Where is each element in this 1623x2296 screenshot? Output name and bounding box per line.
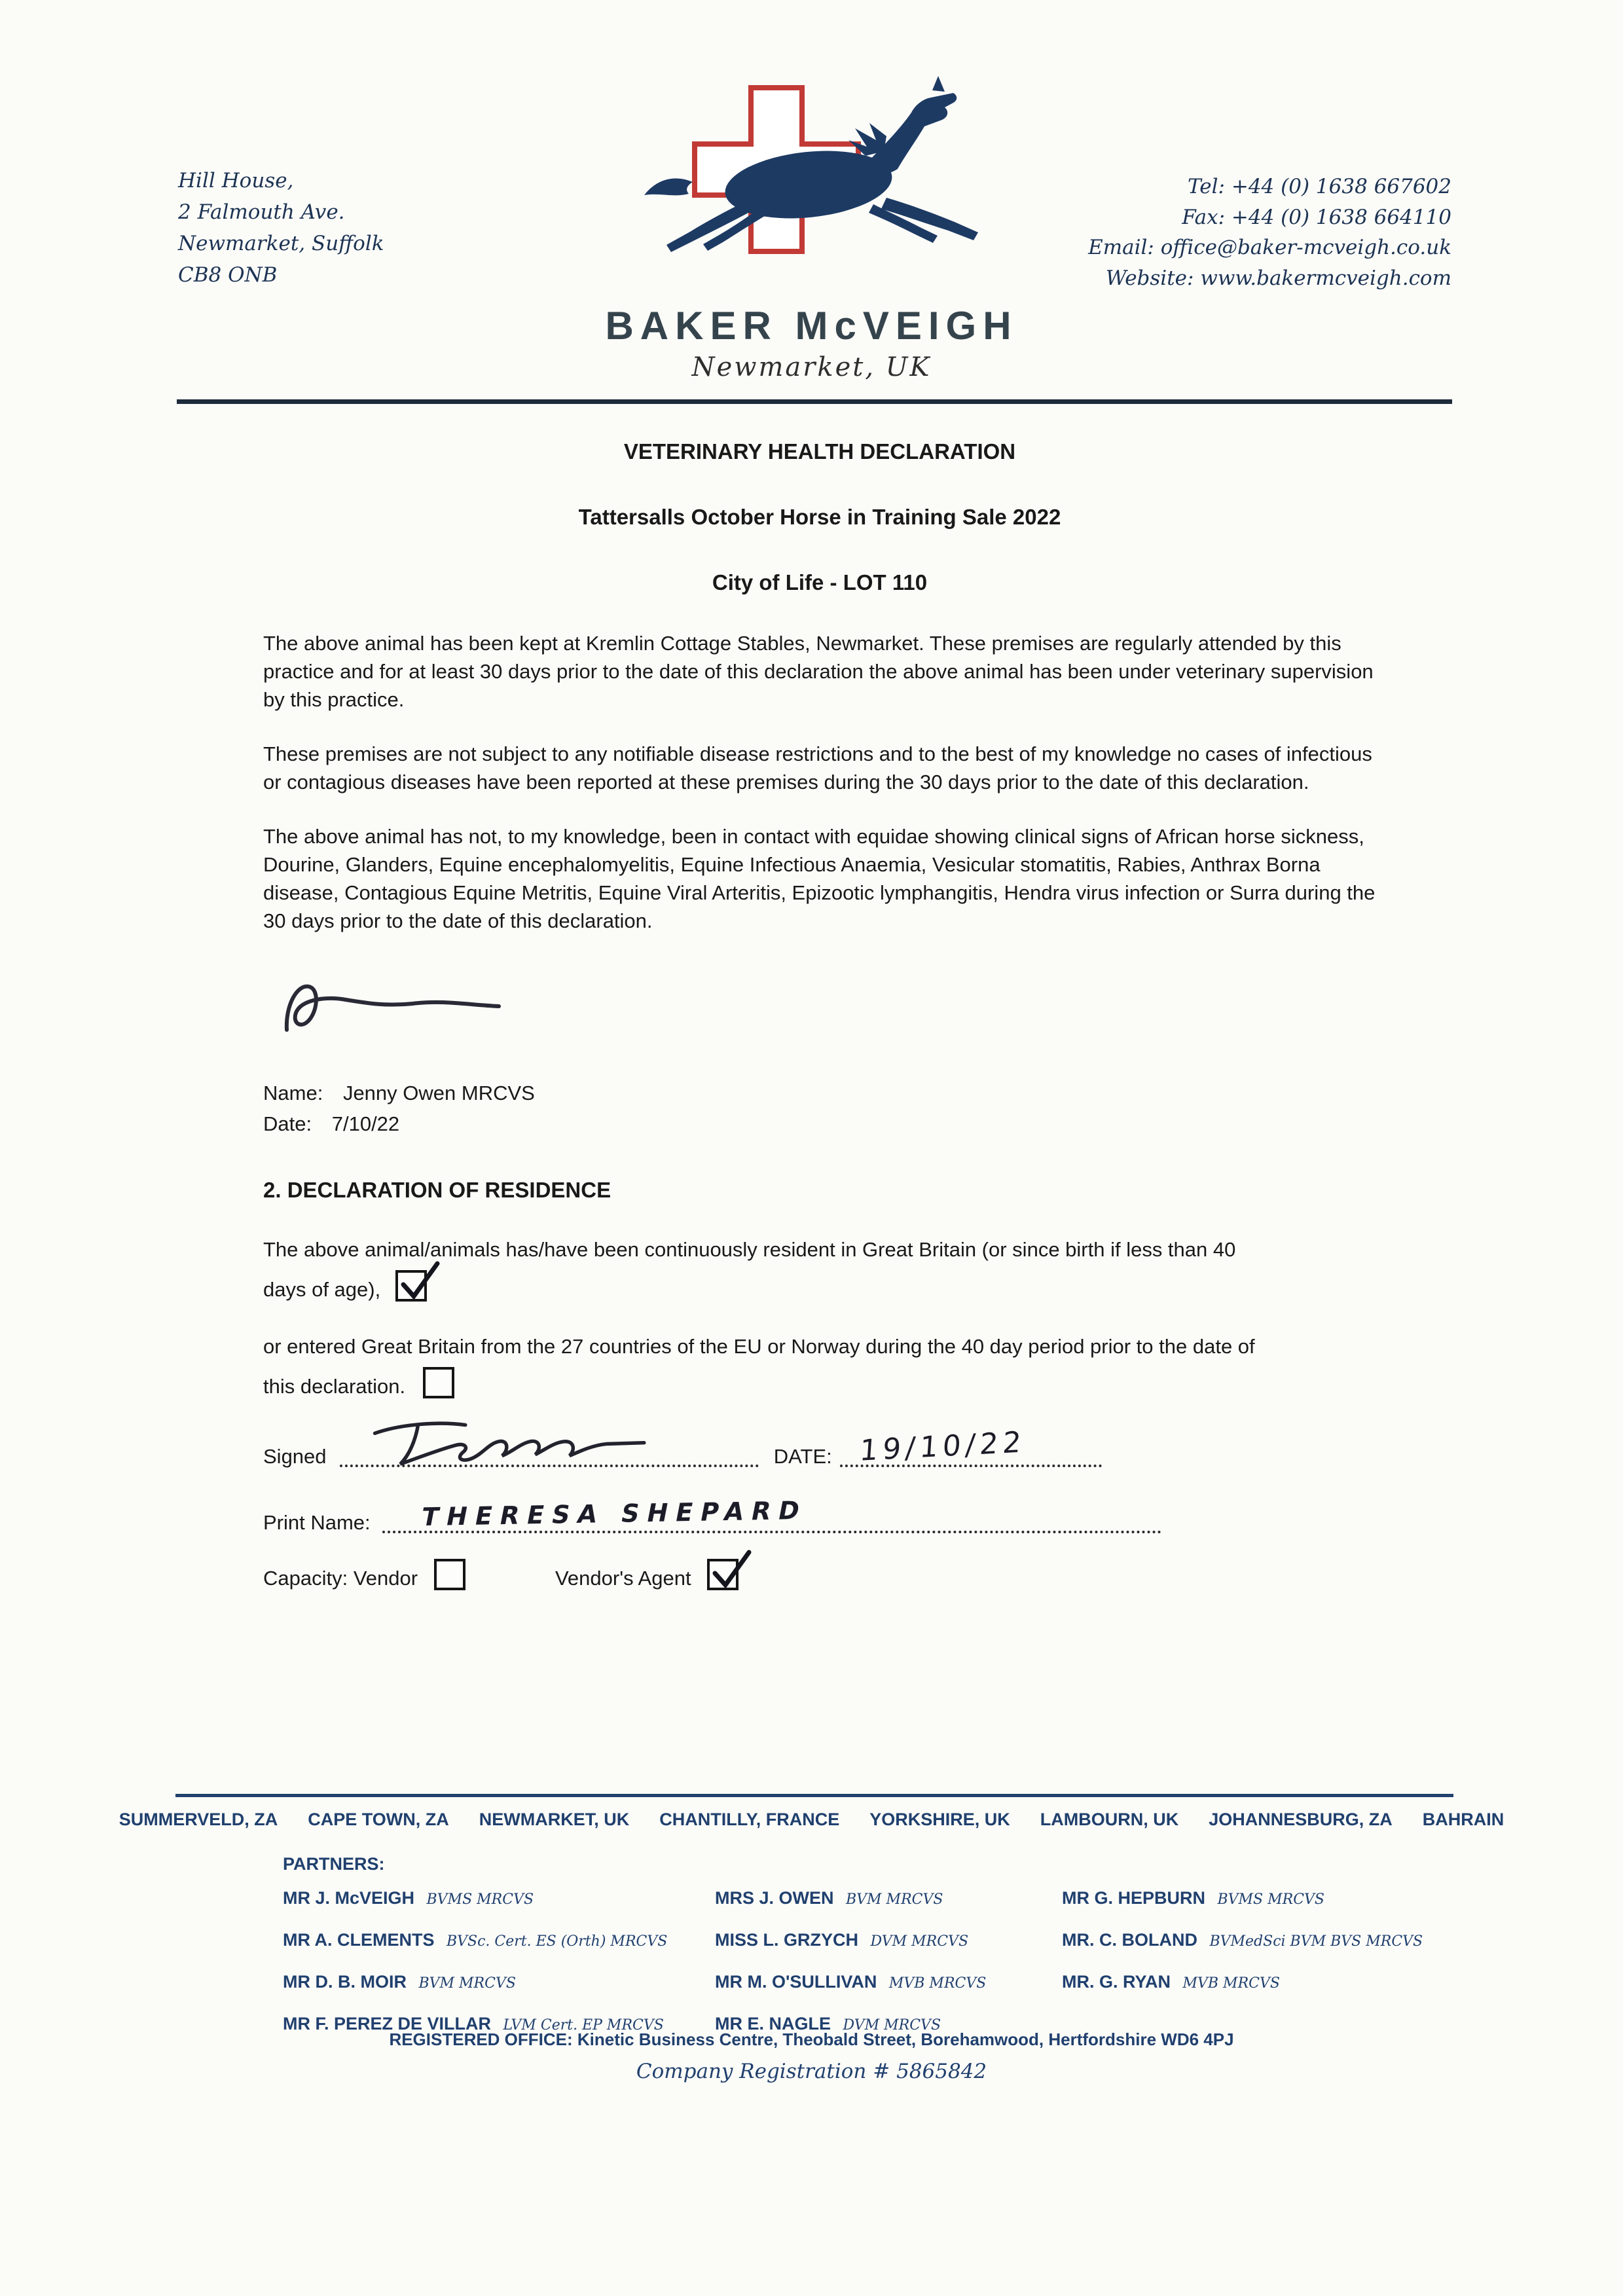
partner-name: MR E. NAGLE [715,2014,831,2033]
partner-name: MR M. O'SULLIVAN [715,1972,877,1992]
partner-row [283,1930,667,1972]
residence-heading: 2. DECLARATION OF RESIDENCE [263,1178,611,1202]
email-line: Email: office@baker-mcveigh.co.uk [1088,236,1451,259]
partner-row [715,1930,986,1972]
partner-name: MISS L. GRZYCH [715,1930,859,1950]
print-name-field[interactable] [382,1495,1161,1533]
address-line: Newmarket, Suffolk [178,232,384,256]
partner-row [715,1972,986,2014]
residence-resident-line [263,1270,1376,1303]
partners-column-3 [1062,1888,1423,2014]
partner-qualification: BVMS MRCVS [1217,1891,1324,1908]
declaration-body [263,437,1376,1592]
vet-name-line [263,1079,1376,1107]
partner-name: MR F. PEREZ DE VILLAR [283,2014,492,2033]
print-name-row [263,1495,1376,1537]
partner-qualification: BVSc. Cert. ES (Orth) MRCVS [446,1933,668,1950]
partner-row [283,1888,667,1930]
partner-qualification: BVM MRCVS [845,1891,943,1908]
practice-logo [0,63,1623,382]
vet-date-label: Date: [263,1112,312,1135]
vet-signature [268,961,1376,1072]
vet-date-line [263,1110,1376,1138]
residence-paragraph-2-tail: this declaration. [263,1375,406,1398]
declaration-paragraph-1: The above animal has been kept at Kremlin Cottage Stables, Newmarket. These premises are regularly attended by this practice and for at least 30 days prior to the date of this declaration the above animal has been under veterinary supervision by this practice. [263,632,1374,711]
residence-entered-line [263,1367,1376,1400]
location-item: NEWMARKET, UK [479,1810,630,1829]
resident-in-gb-checkbox[interactable] [395,1270,427,1302]
partner-name: MR D. B. MOIR [283,1972,407,1992]
partner-name: MR J. McVEIGH [283,1888,415,1908]
partner-name: MR. G. RYAN [1062,1972,1171,1992]
partner-name: MR G. HEPBURN [1062,1888,1206,1908]
partner-row [283,1972,667,2014]
entered-gb-checkbox[interactable] [423,1367,454,1398]
address-line: CB8 ONB [178,263,278,287]
vet-date-value: 7/10/22 [331,1112,400,1135]
fax-line: Fax: +44 (0) 1638 664110 [1182,205,1451,229]
partner-name: MR. C. BOLAND [1062,1930,1197,1950]
website-line: Website: www.bakermcveigh.com [1105,266,1451,290]
address-line: Hill House, [178,169,294,192]
declaration-paragraph-2: These premises are not subject to any notifiable disease restrictions and to the best of my knowledge no cases of infectious or contagious diseases have been reported at these premises during the 30 days prior to the date of this declaration. [263,742,1372,793]
partner-row [715,1888,986,1930]
vendor-agent-signature-icon [366,1408,674,1474]
location-item: YORKSHIRE, UK [869,1810,1010,1829]
handwritten-print-name: THERESA SHEPARD [419,1495,811,1532]
partner-qualification: LVM Cert. EP MRCVS [503,2017,664,2033]
partner-qualification: DVM MRCVS [843,2017,941,2033]
residence-paragraph-1-tail: days of age), [263,1278,381,1301]
partner-name: MR A. CLEMENTS [283,1930,435,1950]
partner-qualification: DVM MRCVS [870,1933,969,1950]
declaration-paragraph-3: The above animal has not, to my knowledge, been in contact with equidae showing clinical signs of African horse sickness, Dourine, Glanders, Equine encephalomyelitis, Equine Infectious Anaemia, Vesicular stomatitis, Rabies, Anthrax Borna disease, Contagious Equine Metritis, Equine Viral Arteritis, Epizootic lymphangitis, Hendra virus infection or Surra during the 30 days prior to the date of this declaration. [263,825,1376,932]
print-name-label: Print Name: [263,1511,371,1534]
partner-row [1062,1972,1423,2014]
residence-paragraph-1: The above animal/animals has/have been continuously resident in Great Britain (or since birth if less than 40 [263,1238,1236,1261]
partners-label: PARTNERS: [283,1854,385,1874]
location-item: JOHANNESBURG, ZA [1209,1810,1393,1829]
capacity-vendor-label: Capacity: Vendor [263,1567,418,1590]
partner-row [1062,1888,1423,1930]
logo-location: Newmarket, UK [691,352,932,382]
vet-name-label: Name: [263,1082,323,1104]
location-item: SUMMERVELD, ZA [119,1810,278,1829]
signed-signature-field[interactable] [340,1442,759,1467]
horse-and-cross-logo-icon [609,63,1015,299]
partner-qualification: MVB MRCVS [888,1975,987,1992]
capacity-row [263,1559,1376,1592]
handwritten-date: 19/10/22 [858,1425,1027,1468]
vet-name-value: Jenny Owen MRCVS [342,1082,535,1104]
footer-divider [175,1794,1453,1797]
address-line: 2 Falmouth Ave. [178,200,345,225]
lot-title: City of Life - LOT 110 [712,570,928,594]
location-item: LAMBOURN, UK [1040,1810,1179,1829]
practice-locations [0,1810,1623,1830]
capacity-agent-checkbox[interactable] [707,1559,739,1590]
partner-qualification: BVM MRCVS [418,1975,516,1992]
capacity-agent-label: Vendor's Agent [555,1567,691,1590]
partner-qualification: MVB MRCVS [1182,1975,1280,1992]
company-registration: Company Registration # 5865842 [636,2060,987,2083]
location-item: CHANTILLY, FRANCE [659,1810,840,1829]
tel-line: Tel: +44 (0) 1638 667602 [1188,175,1451,198]
partner-name: MRS J. OWEN [715,1888,834,1908]
document-title: VETERINARY HEALTH DECLARATION [623,439,1016,464]
location-item: BAHRAIN [1422,1810,1504,1829]
handwritten-tick-icon [397,1258,443,1304]
date-field[interactable] [840,1425,1102,1468]
signed-row [263,1425,1376,1470]
handwritten-tick-icon [708,1547,754,1593]
registered-office: REGISTERED OFFICE: Kinetic Business Centre, Theobald Street, Borehamwood, Hertfordshire WD6 4PJ [389,2030,1234,2049]
logo-wordmark: BAKER McVEIGH [605,304,1018,348]
partner-qualification: BVMedSci BVM BVS MRCVS [1209,1933,1423,1950]
partner-row [1062,1930,1423,1972]
sale-subtitle: Tattersalls October Horse in Training Sale 2022 [578,505,1061,529]
residence-paragraph-2: or entered Great Britain from the 27 countries of the EU or Norway during the 40 day period prior to the date of [263,1335,1255,1358]
date-label: DATE: [773,1445,832,1468]
location-item: CAPE TOWN, ZA [308,1810,449,1829]
vet-signature-icon [268,961,511,1059]
capacity-vendor-checkbox[interactable] [434,1559,465,1590]
partner-qualification: BVMS MRCVS [426,1891,534,1908]
signed-label: Signed [263,1445,327,1468]
header-divider [177,399,1452,404]
